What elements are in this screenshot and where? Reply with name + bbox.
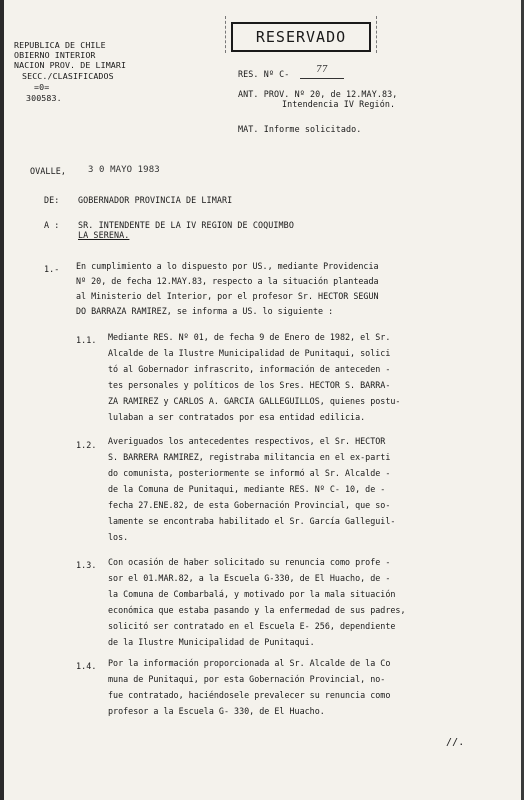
reservado-stamp: RESERVADO — [231, 22, 371, 52]
item-line: Por la información proporcionada al Sr. Alcalde de la Co — [108, 658, 391, 668]
item-line: económica que estaba pasando y la enfermedad de sus padres, — [108, 605, 406, 615]
item-line: sor el 01.MAR.82, a la Escuela G-330, de El Huacho, de - — [108, 573, 391, 583]
letterhead-line: SECC./CLASIFICADOS — [22, 71, 114, 81]
item-line: de la Ilustre Municipalidad de Punitaqui. — [108, 637, 315, 647]
continuation-mark: //. — [446, 737, 465, 748]
item-line: los. — [108, 532, 129, 542]
paragraph-line: Nº 20, de fecha 12.MAY.83, respecto a la situación planteada — [76, 276, 379, 286]
ant-line: ANT. PROV. Nº 20, de 12.MAY.83, — [238, 89, 398, 99]
a-line: LA SERENA. — [78, 230, 130, 240]
item-line: solicitó ser contratado en el Escuela E- 256, dependiente — [108, 621, 396, 631]
item-number: 1.1. — [76, 335, 97, 345]
item-line: Alcalde de la Ilustre Municipalidad de Punitaqui, solici — [108, 348, 391, 358]
letterhead-line: REPUBLICA DE CHILE — [14, 40, 106, 50]
item-line: de la Comuna de Punitaqui, mediante RES. Nº C- 10, de - — [108, 484, 386, 494]
paragraph-number: 1.- — [44, 264, 60, 274]
de-value: GOBERNADOR PROVINCIA DE LIMARI — [78, 195, 233, 205]
letterhead-line: NACION PROV. DE LIMARI — [14, 60, 127, 70]
item-line: S. BARRERA RAMIREZ, registraba militancia en el ex-parti — [108, 452, 391, 462]
date-stamp: 3 0 MAYO 1983 — [88, 165, 160, 175]
de-label: DE: — [44, 195, 60, 205]
res-number: 77 — [316, 65, 328, 75]
item-line: tó al Gobernador infrascrito, información de anteceden - — [108, 364, 391, 374]
letterhead-line: =0= — [34, 82, 50, 92]
a-label: A : — [44, 220, 60, 230]
item-line: fue contratado, haciéndosele prevalecer su renuncia como — [108, 690, 391, 700]
item-line: Con ocasión de haber solicitado su renuncia como profe - — [108, 557, 391, 567]
paragraph-line: En cumplimiento a lo dispuesto por US., mediante Providencia — [76, 261, 379, 271]
letterhead-line: 300583. — [26, 93, 62, 103]
item-number: 1.3. — [76, 560, 97, 570]
item-line: muna de Punitaqui, por esta Gobernación Provincial, no- — [108, 674, 386, 684]
item-line: lamente se encontraba habilitado el Sr. García Galleguil- — [108, 516, 396, 526]
item-line: do comunista, posteriormente se informó al Sr. Alcalde - — [108, 468, 391, 478]
item-line: fecha 27.ENE.82, de esta Gobernación Provincial, que so- — [108, 500, 391, 510]
item-line: profesor a la Escuela G- 330, de El Huacho. — [108, 706, 325, 716]
ant-line: Intendencia IV Región. — [282, 99, 396, 109]
letterhead-line: OBIERNO INTERIOR — [14, 50, 96, 60]
item-number: 1.2. — [76, 440, 97, 450]
paragraph-line: DO BARRAZA RAMIREZ, se informa a US. lo siguiente : — [76, 306, 334, 316]
res-label: RES. Nº C- — [238, 69, 290, 79]
item-line: Mediante RES. Nº 01, de fecha 9 de Enero de 1982, el Sr. — [108, 332, 391, 342]
paragraph-line: al Ministerio del Interior, por el profesor Sr. HECTOR SEGUN — [76, 291, 379, 301]
item-line: Averiguados los antecedentes respectivos, el Sr. HECTOR — [108, 436, 386, 446]
scan-left-edge — [0, 0, 4, 800]
res-underline — [300, 78, 344, 79]
date-place: OVALLE, — [30, 166, 66, 176]
mat-line: MAT. Informe solicitado. — [238, 124, 362, 134]
a-line: SR. INTENDENTE DE LA IV REGION DE COQUIMBO — [78, 220, 294, 230]
item-line: ZA RAMIREZ y CARLOS A. GARCIA GALLEGUILLOS, quienes postu- — [108, 396, 401, 406]
item-line: tes personales y políticos de los Sres. HECTOR S. BARRA- — [108, 380, 391, 390]
item-line: la Comuna de Combarbalá, y motivado por la mala situación — [108, 589, 396, 599]
item-line: lulaban a ser contratados por esa entidad edilicia. — [108, 412, 366, 422]
item-number: 1.4. — [76, 661, 97, 671]
